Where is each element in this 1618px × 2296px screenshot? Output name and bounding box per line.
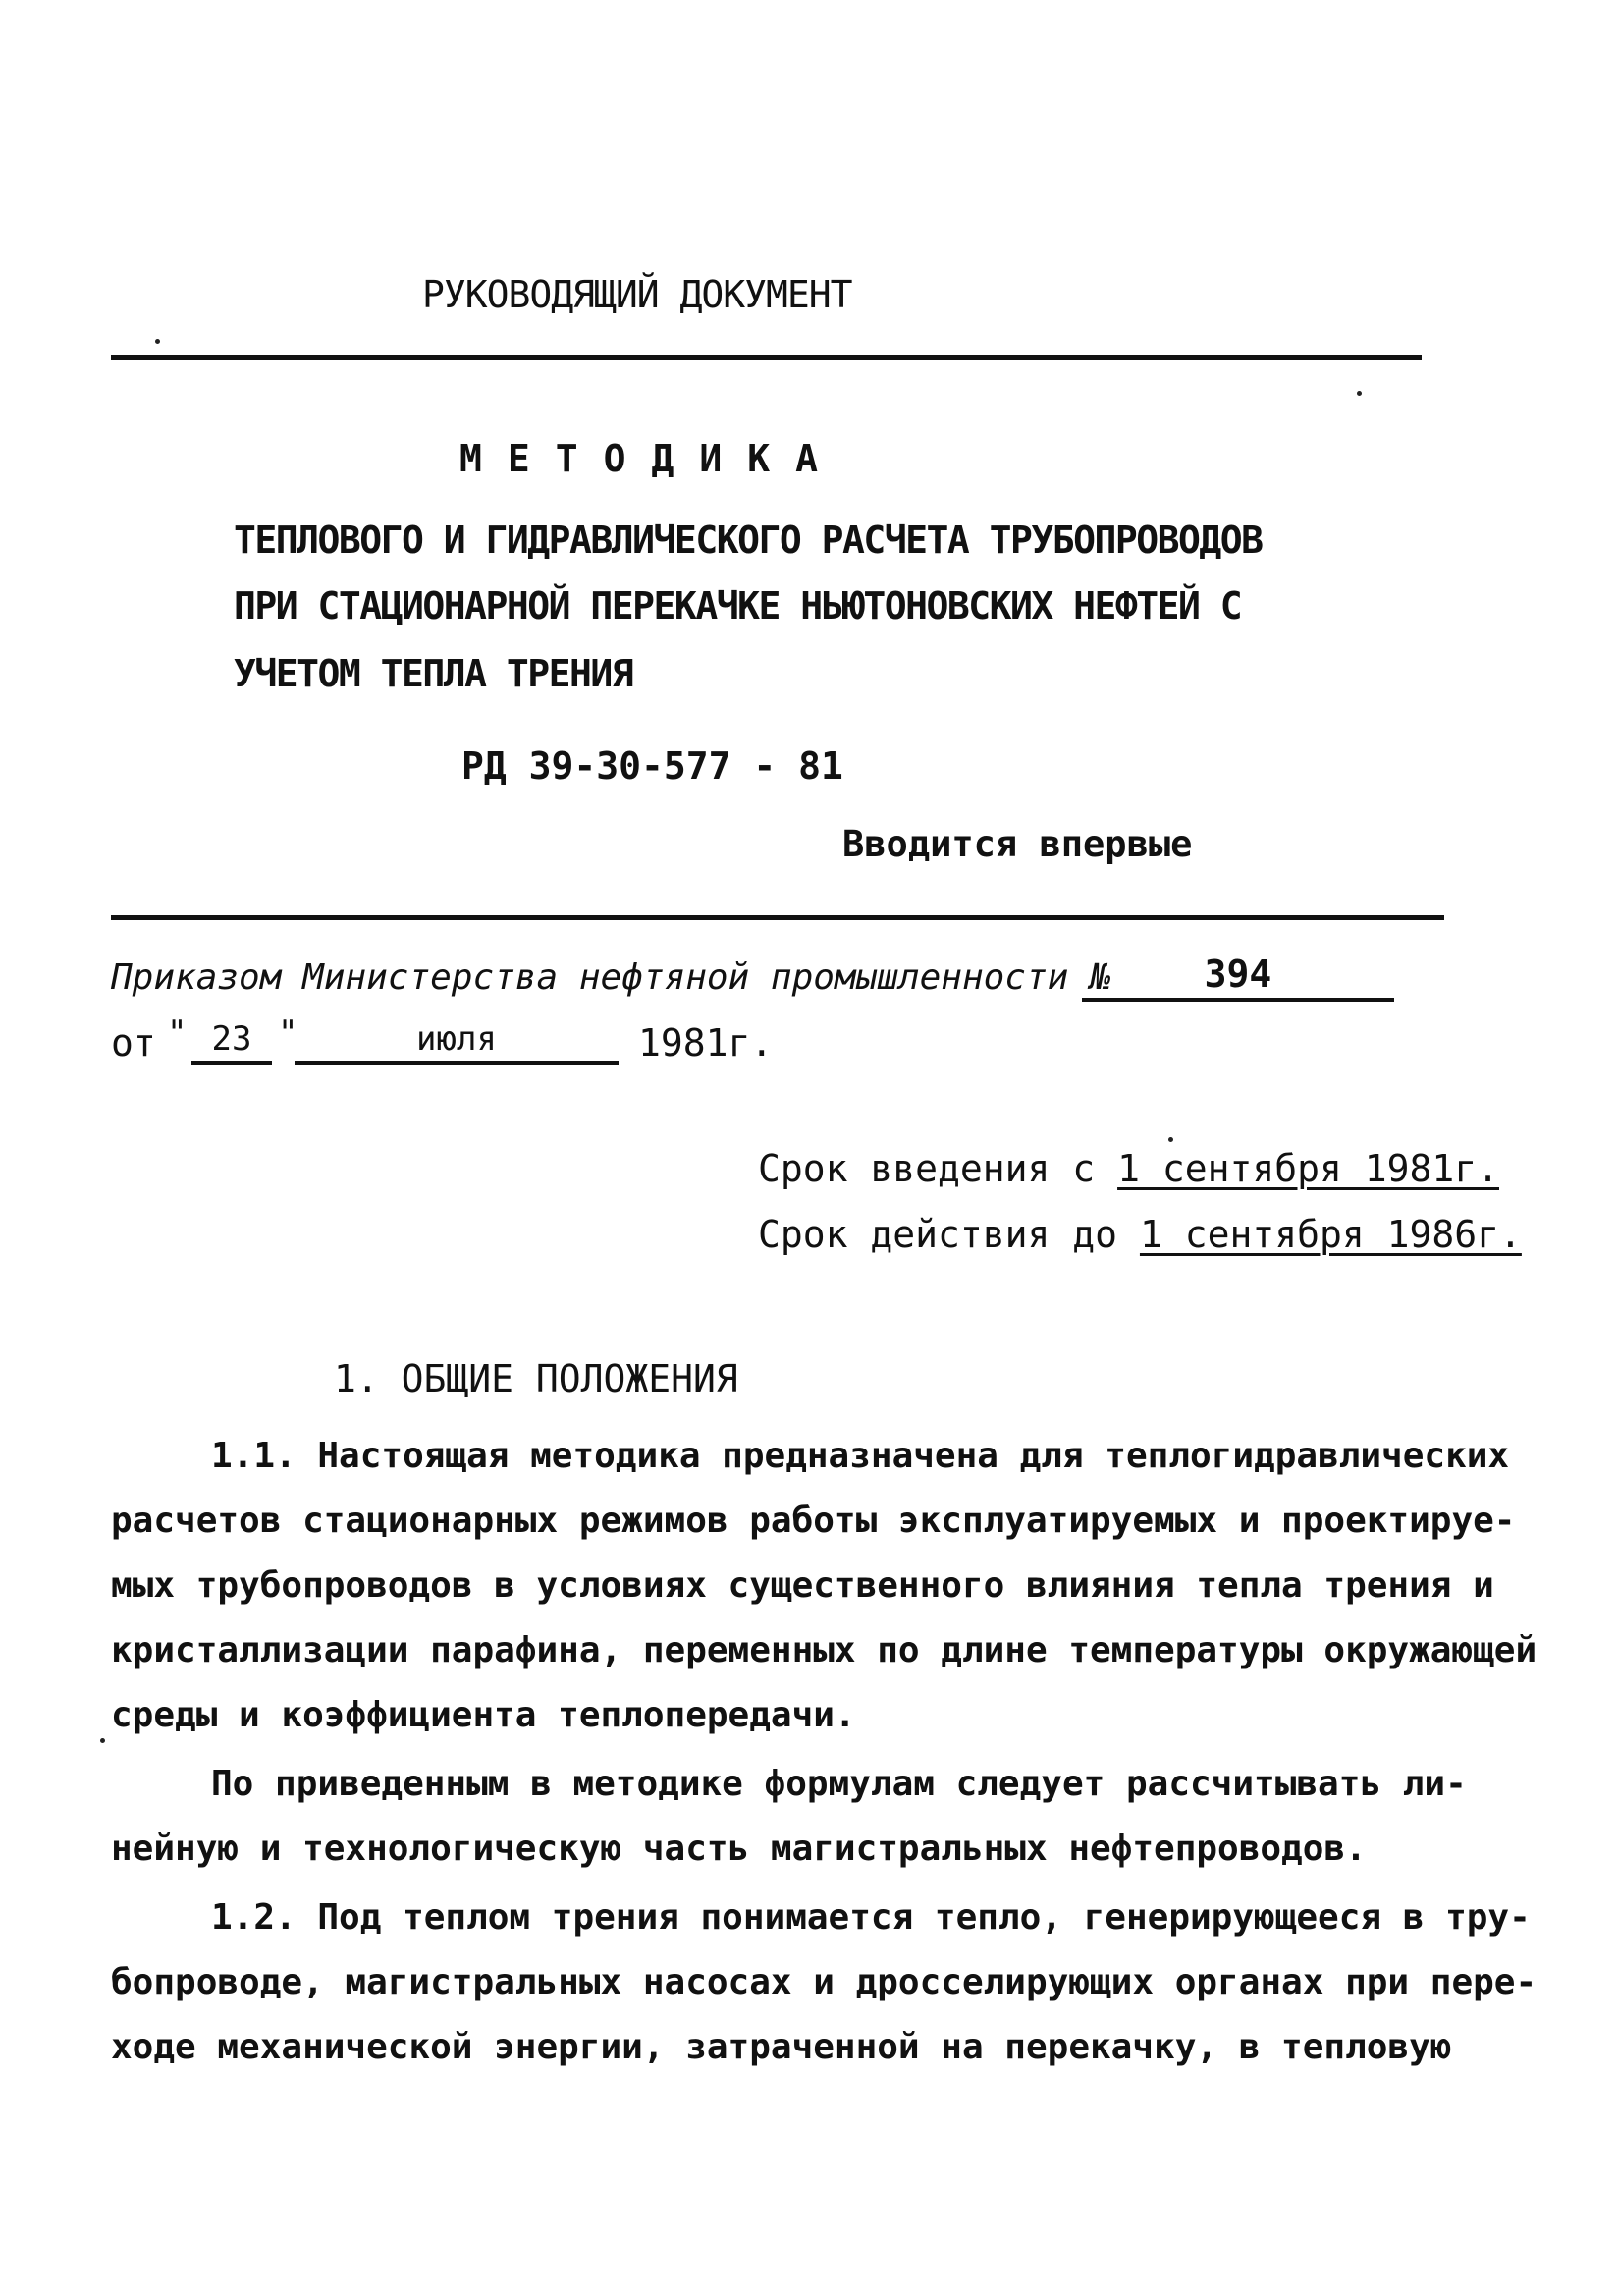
paragraph-1-line-5: среды и коэффициента теплопередачи. (111, 1695, 856, 1735)
date-close-quote: " (278, 1013, 298, 1053)
start-period-label: Срок введения с (758, 1147, 1096, 1190)
end-period-label: Срок действия до (758, 1213, 1118, 1256)
order-from-label: от (111, 1021, 156, 1065)
scan-speck (1168, 1137, 1173, 1142)
date-open-quote: " (167, 1013, 188, 1053)
paragraph-3-line-2: бопроводе, магистральных насосах и дросселирующих органах при пере- (111, 1962, 1537, 2002)
paragraph-1-line-3: мых трубопроводов в условиях существенного влияния тепла трения и (111, 1565, 1494, 1606)
paragraph-1-line-4: кристаллизации парафина, переменных по длине температуры окружающей (111, 1630, 1537, 1670)
start-period-line (758, 1147, 1499, 1190)
order-number: 394 (1082, 953, 1394, 1002)
scan-speck (100, 1738, 105, 1743)
paragraph-2-line-1: По приведенным в методике формулам следует рассчитывать ли- (211, 1764, 1467, 1804)
top-rule (111, 355, 1422, 360)
paragraph-1-line-1: 1.1. Настоящая методика предназначена для теплогидравлических (211, 1436, 1510, 1476)
method-title: МЕТОДИКА (459, 437, 844, 480)
order-day-field: 23 (191, 1019, 272, 1065)
intro-note: Вводится впервые (842, 823, 1193, 865)
scan-speck (155, 339, 160, 344)
order-year: 1981г. (638, 1021, 774, 1065)
document-type-heading: РУКОВОДЯЩИЙ ДОКУМЕНТ (422, 273, 852, 316)
end-date: 1 сентября 1986г. (1139, 1213, 1522, 1256)
paragraph-2-line-2: нейную и технологическую часть магистральных нефтепроводов. (111, 1829, 1367, 1869)
document-code: РД 39-30-577 - 81 (461, 744, 843, 788)
subtitle-line-2: ПРИ СТАЦИОНАРНОЙ ПЕРЕКАЧКЕ НЬЮТОНОВСКИХ НЕФТЕЙ С (234, 584, 1242, 628)
middle-rule (111, 915, 1444, 920)
end-period-line (758, 1213, 1522, 1256)
scan-speck (1357, 391, 1362, 396)
start-date: 1 сентября 1981г. (1117, 1147, 1499, 1190)
subtitle-line-1: ТЕПЛОВОГО И ГИДРАВЛИЧЕСКОГО РАСЧЕТА ТРУБОПРОВОДОВ (234, 519, 1263, 562)
paragraph-3-line-1: 1.2. Под теплом трения понимается тепло, генерирующееся в тру- (211, 1897, 1531, 1938)
order-text: Приказом Министерства нефтяной промышленности № (111, 957, 1111, 998)
order-month-field: июля (295, 1019, 619, 1065)
paragraph-1-line-2: расчетов стационарных режимов работы эксплуатируемых и проектируе- (111, 1501, 1516, 1541)
subtitle-line-3: УЧЕТОМ ТЕПЛА ТРЕНИЯ (234, 652, 633, 695)
paragraph-3-line-3: ходе механической энергии, затраченной на перекачку, в тепловую (111, 2027, 1452, 2067)
section-heading: 1. ОБЩИЕ ПОЛОЖЕНИЯ (334, 1357, 738, 1400)
